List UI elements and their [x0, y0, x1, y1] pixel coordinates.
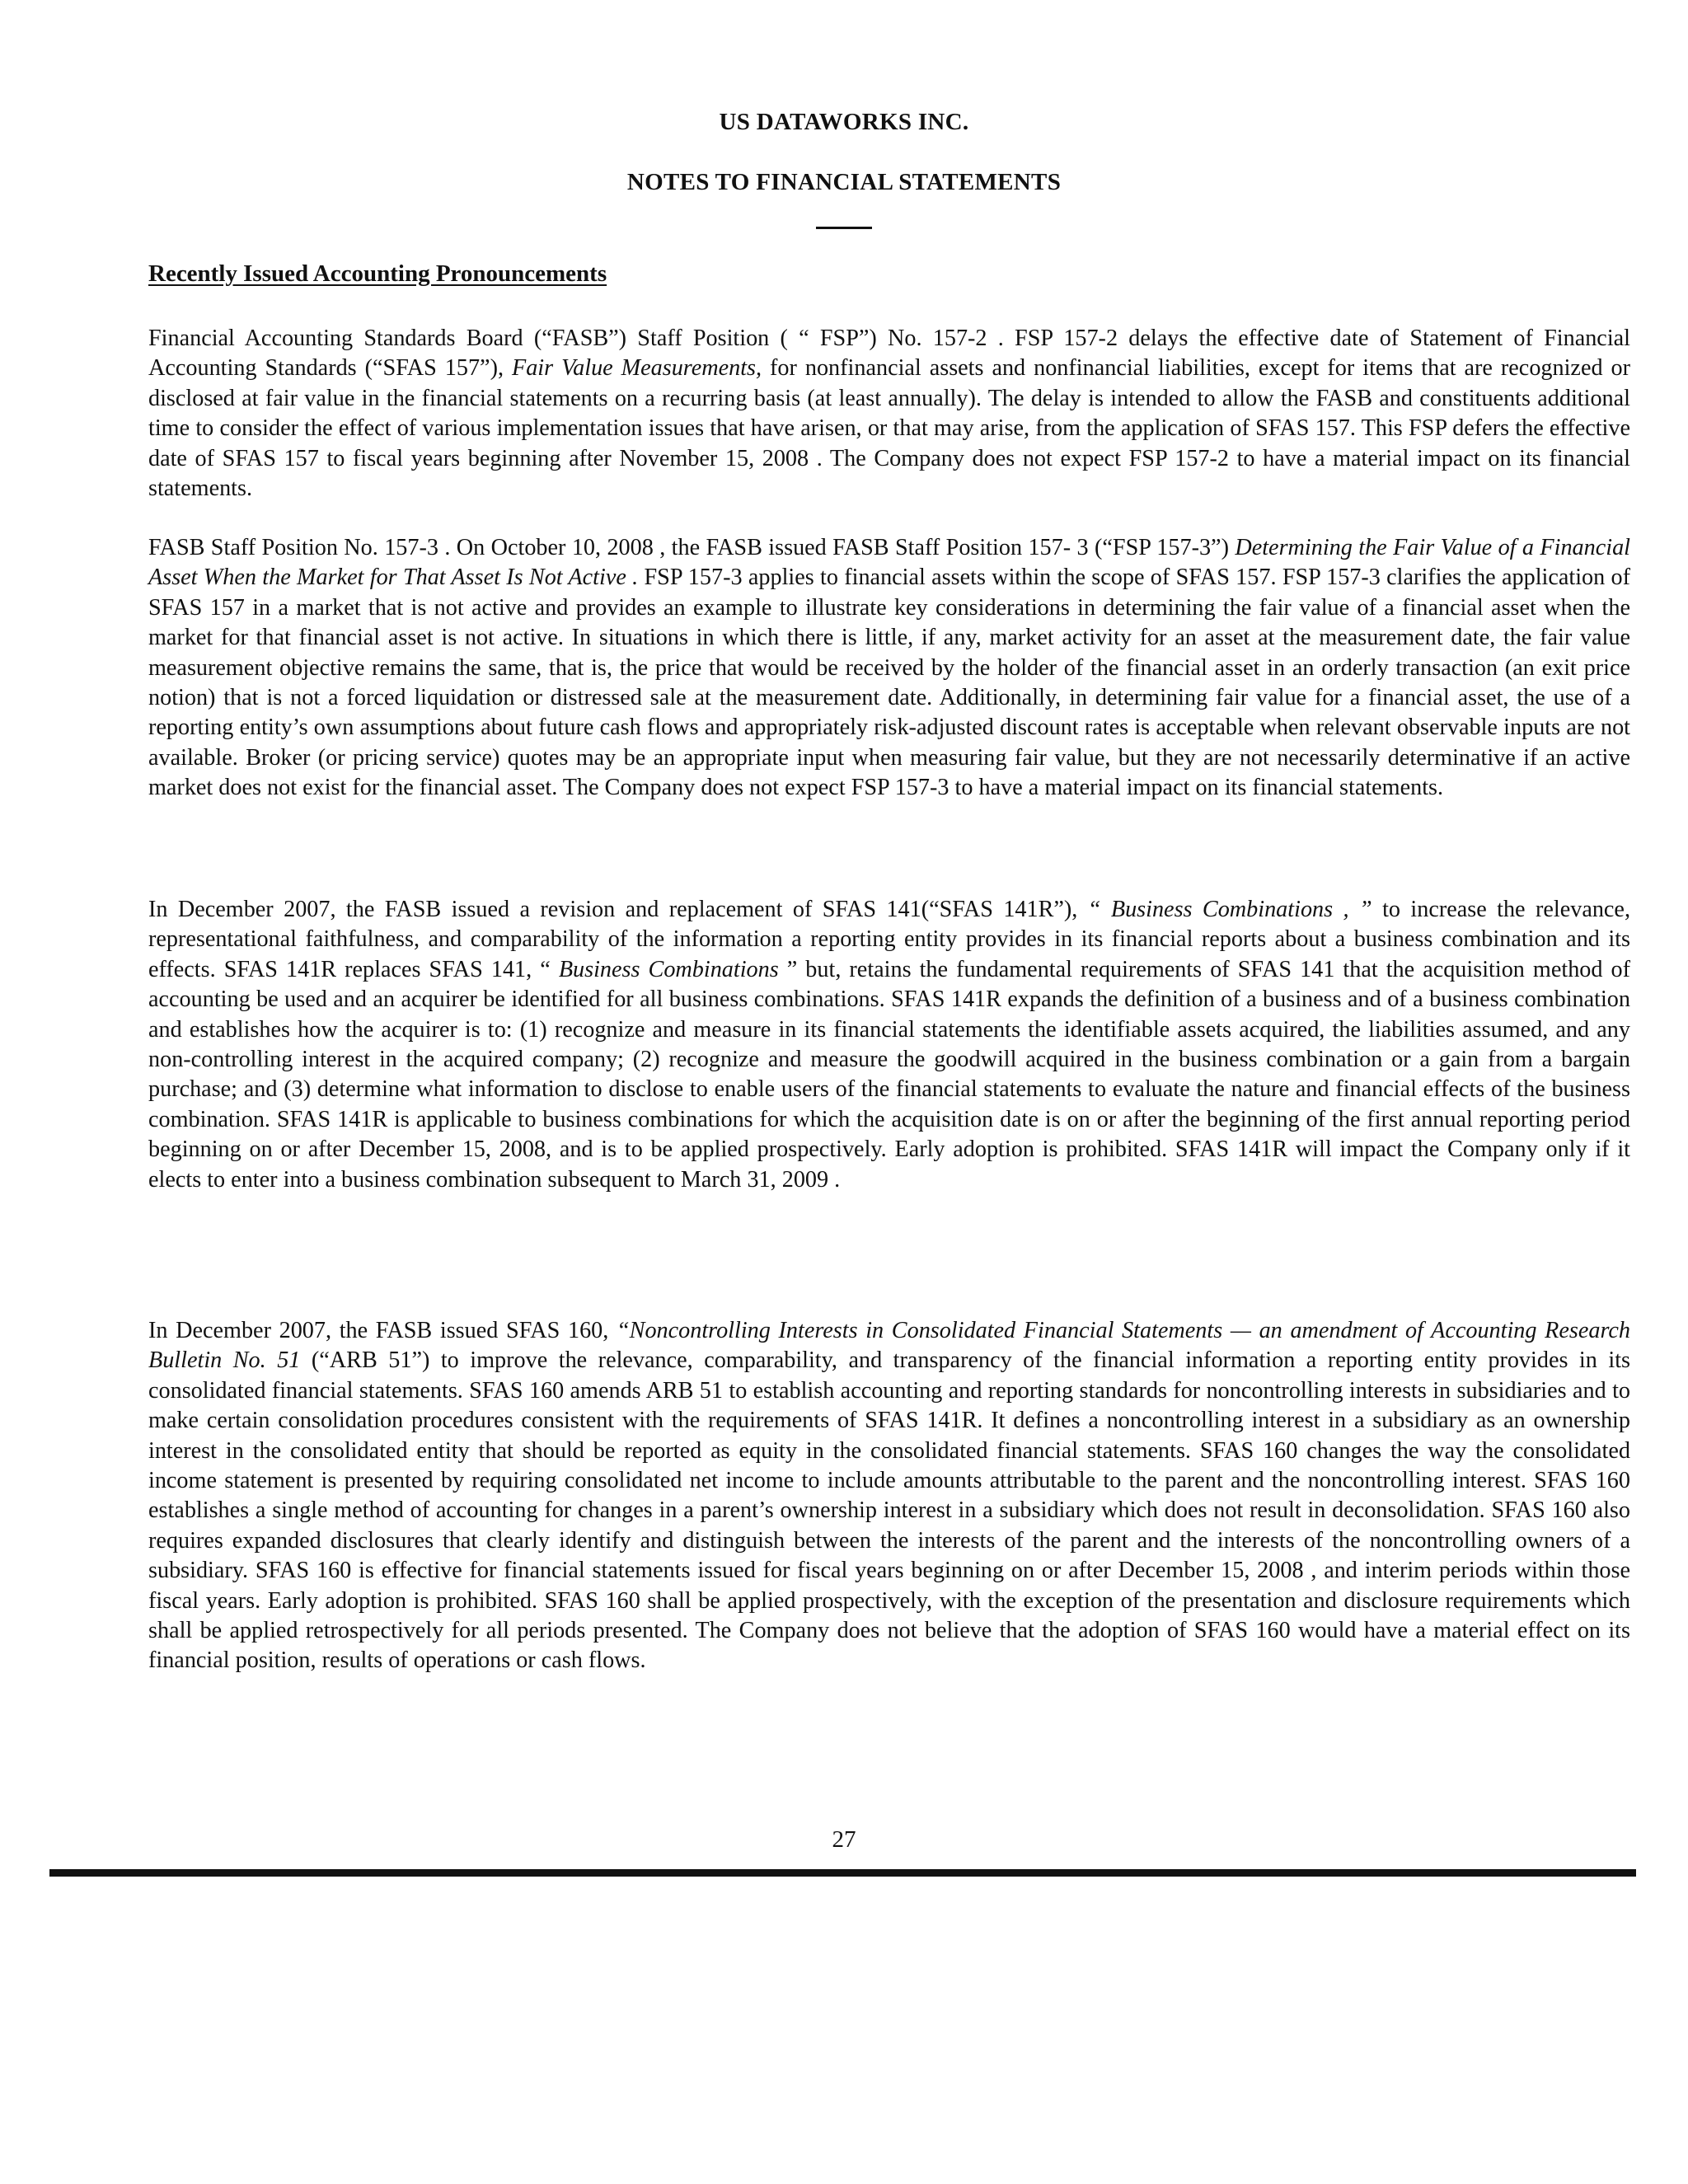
paragraph-text: In December 2007, the FASB issued a revision and replacement of SFAS 141(“SFAS 141R”), — [148, 897, 1088, 922]
page-title: NOTES TO FINANCIAL STATEMENTS — [626, 169, 1062, 195]
paragraph-text: In December 2007, the FASB issued SFAS 160, — [148, 1318, 617, 1343]
section-heading: Recently Issued Accounting Pronouncements — [148, 260, 607, 287]
page-number: 27 — [832, 1826, 856, 1853]
paragraph-text: FSP 157-3 applies to financial assets within the scope of SFAS 157. FSP 157-3 clarifies the application of SFAS 157 in a market that is not active and provides an example to illustrate key considerations in determining the fair value of a financial asset when the market for that financial asset is not active. In situations in which there is little, if any, market activity for an asset at the measurement date, the fair value measurement objective remains the same, that is, the price that would be received by the holder of the financial asset in an orderly transaction (an exit price notion) that is not a forced liquidation or distressed sale at the measurement date. Additionally, in determining fair value for a financial asset, the use of a reporting entity’s own assumptions about future cash flows and appropriately risk-adjusted discount rates is acceptable when relevant observable inputs are not available. Broker (or pricing service) quotes may be an appropriate input when measuring fair value, but they are not necessarily determinative if an active market does not exist for the financial asset. The Company does not expect FSP 157-3 to have a material impact on its financial statements. — [148, 565, 1631, 801]
paragraph-fsp-157-2 — [148, 324, 1630, 504]
paragraph-fsp-157-3 — [148, 533, 1630, 804]
paragraph-text: Financial Accounting Standards Board (“FASB”) Staff Position ( “ FSP”) No. 157-2 . FSP 157-2 delays the effective date of Statement of Financial Accounting Standards (“SFAS 157”), — [148, 326, 1630, 382]
paragraph-sfas-141r — [148, 895, 1630, 1195]
paragraph-text: FASB Staff Position No. 157-3 . On October 10, 2008 , the FASB issued FASB Staff Position 157- 3 (“FSP 157-3”) — [148, 535, 1236, 560]
paragraph-text: ” but, retains the fundamental requirements of SFAS 141 that the acquisition method of accounting be used and an acquirer be identified for all business combinations. SFAS 141R expands the definition of a business and of a business combination and establishes how the acquirer is to: (1) recognize and measure in its financial statements the identifiable assets acquired, the liabilities assumed, and any non-controlling interest in the acquired company; (2) recognize and measure the goodwill acquired in the business combination or a gain from a bargain purchase; and (3) determine what information to disclose to enable users of the financial statements to evaluate the nature and financial effects of the business combination. SFAS 141R is applicable to business combinations for which the acquisition date is on or after the beginning of the first annual reporting period beginning on or after December 15, 2008, and is to be applied prospectively. Early adoption is prohibited. SFAS 141R will impact the Company only if it elects to enter into a business combination subsequent to March 31, 2009 . — [148, 956, 1631, 1193]
title-divider — [816, 227, 872, 229]
paragraph-italic-text: Business Combinations — [558, 956, 779, 982]
paragraph-sfas-160 — [148, 1316, 1630, 1676]
paragraph-text: (“ARB 51”) to improve the relevance, comparability, and transparency of the financial information a reporting entity provides in its consolidated financial statements. SFAS 160 amends ARB 51 to establish accounting and reporting standards for noncontrolling interests in subsidiaries and to make certain consolidation procedures consistent with the requirements of SFAS 141R. It defines a noncontrolling interest in a subsidiary as an ownership interest in the consolidated entity that should be reported as equity in the consolidated financial statements. SFAS 160 changes the way the consolidated income statement is presented by requiring consolidated net income to include amounts attributable to the parent and the noncontrolling interest. SFAS 160 establishes a single method of accounting for changes in a parent’s ownership interest in a subsidiary which does not result in deconsolidation. SFAS 160 also requires expanded disclosures that clearly identify and distinguish between the interests of the parent and the interests of the noncontrolling owners of a subsidiary. SFAS 160 is effective for financial statements issued for fiscal years beginning on or after December 15, 2008 , and interim periods within those fiscal years. Early adoption is prohibited. SFAS 160 shall be applied prospectively, with the exception of the presentation and disclosure requirements which shall be applied retrospectively for all periods presented. The Company does not believe that the adoption of SFAS 160 would have a material effect on its financial position, results of operations or cash flows. — [148, 1347, 1630, 1674]
paragraph-italic-text: “Noncontrolling Interests in Consolidated Financial Statements — an amendment of Accounting Research Bulletin No. 51 — [148, 1318, 1630, 1374]
footer-divider — [49, 1869, 1636, 1877]
company-name: US DATAWORKS INC. — [719, 109, 969, 135]
paragraph-italic-text: Fair Value Measurements, — [511, 355, 762, 382]
paragraph-text: to increase the relevance, representational faithfulness, and comparability of the information a reporting entity provides in its financial reports about a business combination and its effects. SFAS 141R replaces SFAS 141, “ — [148, 897, 1630, 982]
paragraph-italic-text: “ Business Combinations , ” — [1087, 897, 1372, 922]
paragraph-italic-text: Determining the Fair Value of a Financial Asset When the Market for That Asset Is Not Active . — [148, 535, 1630, 591]
paragraph-text: for nonfinancial assets and nonfinancial liabilities, except for items that are recognized or disclosed at fair value in the financial statements on a recurring basis (at least annually). The delay is intended to allow the FASB and constituents additional time to consider the effect of various implementation issues that have arisen, or that may arise, from the application of SFAS 157. This FSP defers the effective date of SFAS 157 to fiscal years beginning after November 15, 2008 . The Company does not expect FSP 157-2 to have a material impact on its financial statements. — [148, 355, 1631, 502]
